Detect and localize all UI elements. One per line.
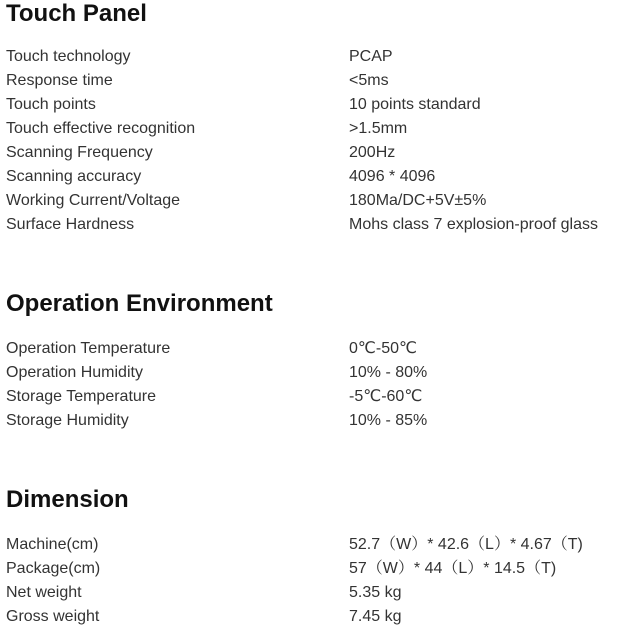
spec-value: 4096 * 4096 [349, 168, 436, 185]
spec-row [0, 141, 636, 165]
spec-label: Operation Temperature [6, 340, 171, 357]
spec-row [0, 337, 636, 361]
spec-label: Touch points [6, 96, 96, 113]
section-title-dimension: Dimension [6, 486, 129, 513]
spec-value: 200Hz [349, 144, 396, 161]
section-title-touch-panel: Touch Panel [6, 0, 147, 27]
spec-value: >1.5mm [349, 120, 408, 137]
spec-value: 52.7（W）* 42.6（L）* 4.67（T) [349, 536, 583, 553]
spec-row [0, 385, 636, 409]
spec-list-dimension [0, 533, 636, 629]
spec-value: 10% - 80% [349, 364, 428, 381]
spec-label: Package(cm) [6, 560, 101, 577]
spec-list-operation-environment [0, 337, 636, 433]
spec-row [0, 117, 636, 141]
spec-label: Storage Temperature [6, 388, 157, 405]
spec-row [0, 165, 636, 189]
spec-row [0, 533, 636, 557]
spec-label: Machine(cm) [6, 536, 99, 553]
spec-label: Response time [6, 72, 113, 89]
spec-value: 180Ma/DC+5V±5% [349, 192, 487, 209]
spec-row [0, 557, 636, 581]
spec-label: Surface Hardness [6, 216, 135, 233]
spec-label: Storage Humidity [6, 412, 129, 429]
spec-value: 7.45 kg [349, 608, 402, 625]
spec-label: Touch technology [6, 48, 131, 65]
spec-label: Scanning accuracy [6, 168, 142, 185]
spec-value: <5ms [349, 72, 389, 89]
spec-row [0, 69, 636, 93]
spec-value: Mohs class 7 explosion-proof glass [349, 216, 599, 233]
spec-row [0, 189, 636, 213]
spec-row [0, 45, 636, 69]
spec-value: 0℃-50℃ [349, 340, 417, 357]
spec-row [0, 93, 636, 117]
spec-label: Scanning Frequency [6, 144, 153, 161]
section-title-operation-environment: Operation Environment [6, 290, 273, 317]
spec-value: 57（W）* 44（L）* 14.5（T) [349, 560, 557, 577]
spec-value: -5℃-60℃ [349, 388, 423, 405]
spec-label: Net weight [6, 584, 82, 601]
spec-value: 10 points standard [349, 96, 481, 113]
spec-list-touch-panel [0, 45, 636, 237]
spec-value: 5.35 kg [349, 584, 402, 601]
spec-value: 10% - 85% [349, 412, 428, 429]
spec-label: Gross weight [6, 608, 100, 625]
spec-label: Operation Humidity [6, 364, 143, 381]
spec-label: Touch effective recognition [6, 120, 196, 137]
spec-label: Working Current/Voltage [6, 192, 181, 209]
spec-row [0, 361, 636, 385]
spec-row [0, 213, 636, 237]
spec-value: PCAP [349, 48, 393, 65]
spec-row [0, 409, 636, 433]
spec-row [0, 581, 636, 605]
spec-row [0, 605, 636, 629]
